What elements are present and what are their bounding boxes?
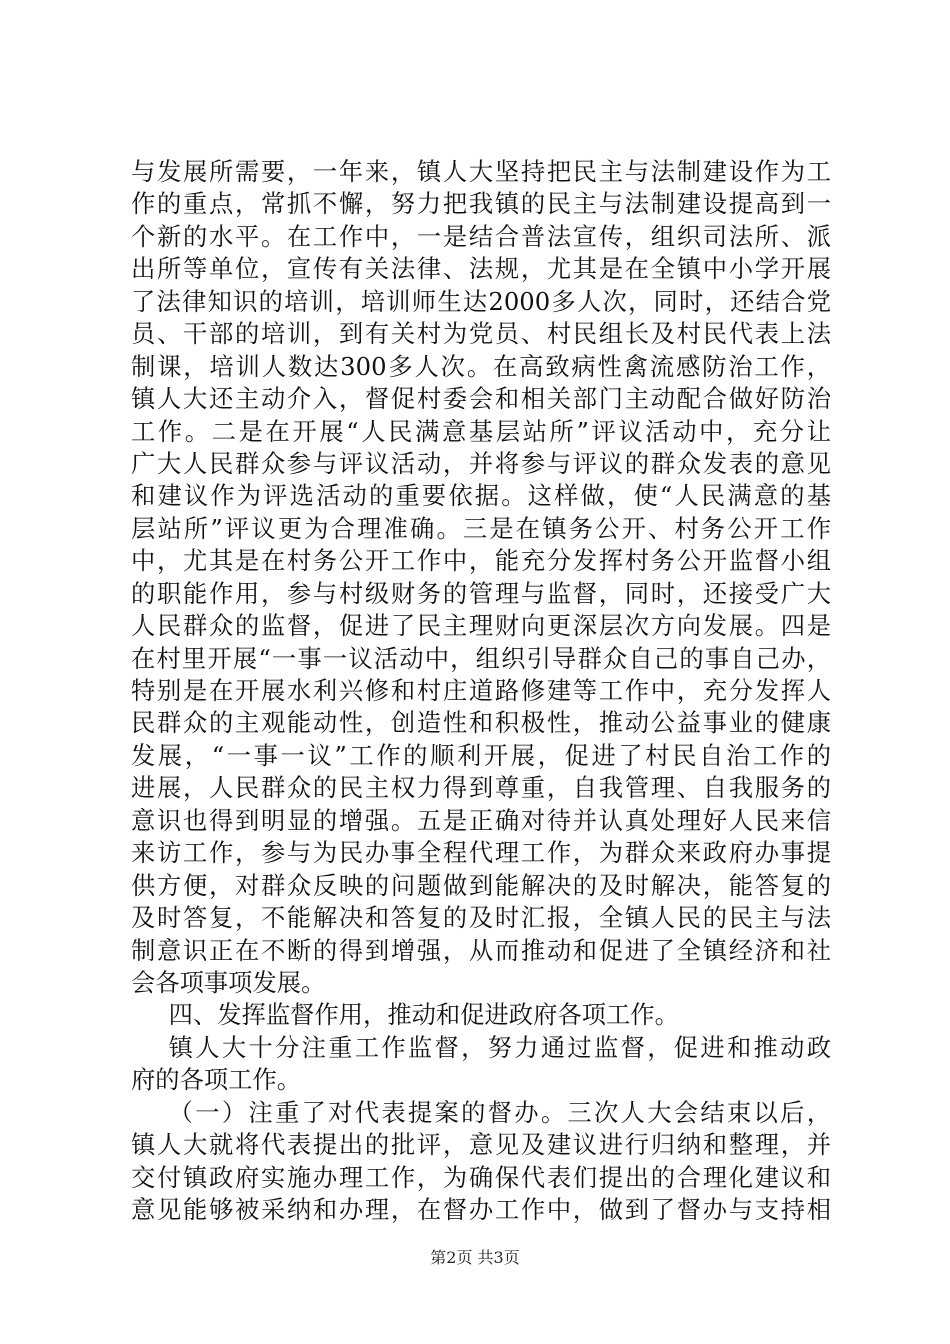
text-line: 发展，“一事一议”工作的顺利开展，促进了村民自治工作的	[131, 740, 831, 770]
text-line: 出所等单位，宣传有关法律、法规，尤其是在全镇中小学开展	[131, 254, 831, 284]
text-line: 人民群众的监督，促进了民主理财向更深层次方向发展。四是	[131, 611, 831, 641]
text-line: 个新的水平。在工作中，一是结合普法宣传，组织司法所、派	[131, 221, 831, 251]
text-line: 的职能作用，参与村级财务的管理与监督，同时，还接受广大	[131, 578, 831, 608]
text-line: 作的重点，常抓不懈，努力把我镇的民主与法制建设提高到一	[131, 189, 831, 219]
text-line: 来访工作，参与为民办事全程代理工作，为群众来政府办事提	[131, 838, 831, 868]
text-line: （一）注重了对代表提案的督办。三次人大会结束以后，	[168, 1097, 831, 1127]
text-line: 意见能够被采纳和办理，在督办工作中，做到了督办与支持相	[131, 1195, 831, 1224]
page-footer	[0, 1245, 950, 1268]
text-line: 供方便，对群众反映的问题做到能解决的及时解决，能答复的	[131, 870, 831, 900]
text-line: 工作。二是在开展“人民满意基层站所”评议活动中，充分让	[131, 416, 831, 446]
text-line: 镇人大就将代表提出的批评，意见及建议进行归纳和整理，并	[131, 1130, 831, 1160]
page-number-label: 第2页 共3页	[430, 1248, 520, 1267]
text-line: 中，尤其是在村务公开工作中，能充分发挥村务公开监督小组	[131, 546, 831, 576]
document-body	[131, 156, 831, 1226]
text-line: 了法律知识的培训，培训师生达2000多人次，同时，还结合党	[131, 286, 831, 316]
text-line: 四、发挥监督作用，推动和促进政府各项工作。	[168, 1000, 679, 1030]
text-line: 意识也得到明显的增强。五是正确对待并认真处理好人民来信	[131, 805, 831, 835]
text-line: 在村里开展“一事一议活动中，组织引导群众自己的事自己办，	[131, 643, 831, 673]
text-line: 制意识正在不断的得到增强，从而推动和促进了全镇经济和社	[131, 935, 831, 965]
text-line: 进展，人民群众的民主权力得到尊重，自我管理、自我服务的	[131, 773, 831, 803]
text-line: 和建议作为评选活动的重要依据。这样做，使“人民满意的基	[131, 481, 831, 511]
text-line: 镇人大还主动介入，督促村委会和相关部门主动配合做好防治	[131, 384, 831, 414]
text-line: 会各项事项发展。	[131, 967, 326, 997]
text-line: 特别是在开展水利兴修和村庄道路修建等工作中，充分发挥人	[131, 676, 831, 705]
text-line: 制课，培训人数达300多人次。在高致病性禽流感防治工作，	[131, 351, 831, 381]
text-line: 员、干部的培训，到有关村为党员、村民组长及村民代表上法	[131, 319, 831, 349]
text-line: 与发展所需要，一年来，镇人大坚持把民主与法制建设作为工	[131, 157, 831, 186]
text-line: 交付镇政府实施办理工作，为确保代表们提出的合理化建议和	[131, 1162, 831, 1192]
text-line: 民群众的主观能动性，创造性和积极性，推动公益事业的健康	[131, 708, 831, 738]
text-line: 镇人大十分注重工作监督，努力通过监督，促进和推动政	[168, 1032, 831, 1062]
text-line: 及时答复，不能解决和答复的及时汇报，全镇人民的民主与法	[131, 903, 831, 933]
text-line: 广大人民群众参与评议活动，并将参与评议的群众发表的意见	[131, 448, 831, 478]
text-line: 层站所”评议更为合理准确。三是在镇务公开、村务公开工作	[131, 513, 831, 543]
text-line: 府的各项工作。	[131, 1065, 302, 1095]
